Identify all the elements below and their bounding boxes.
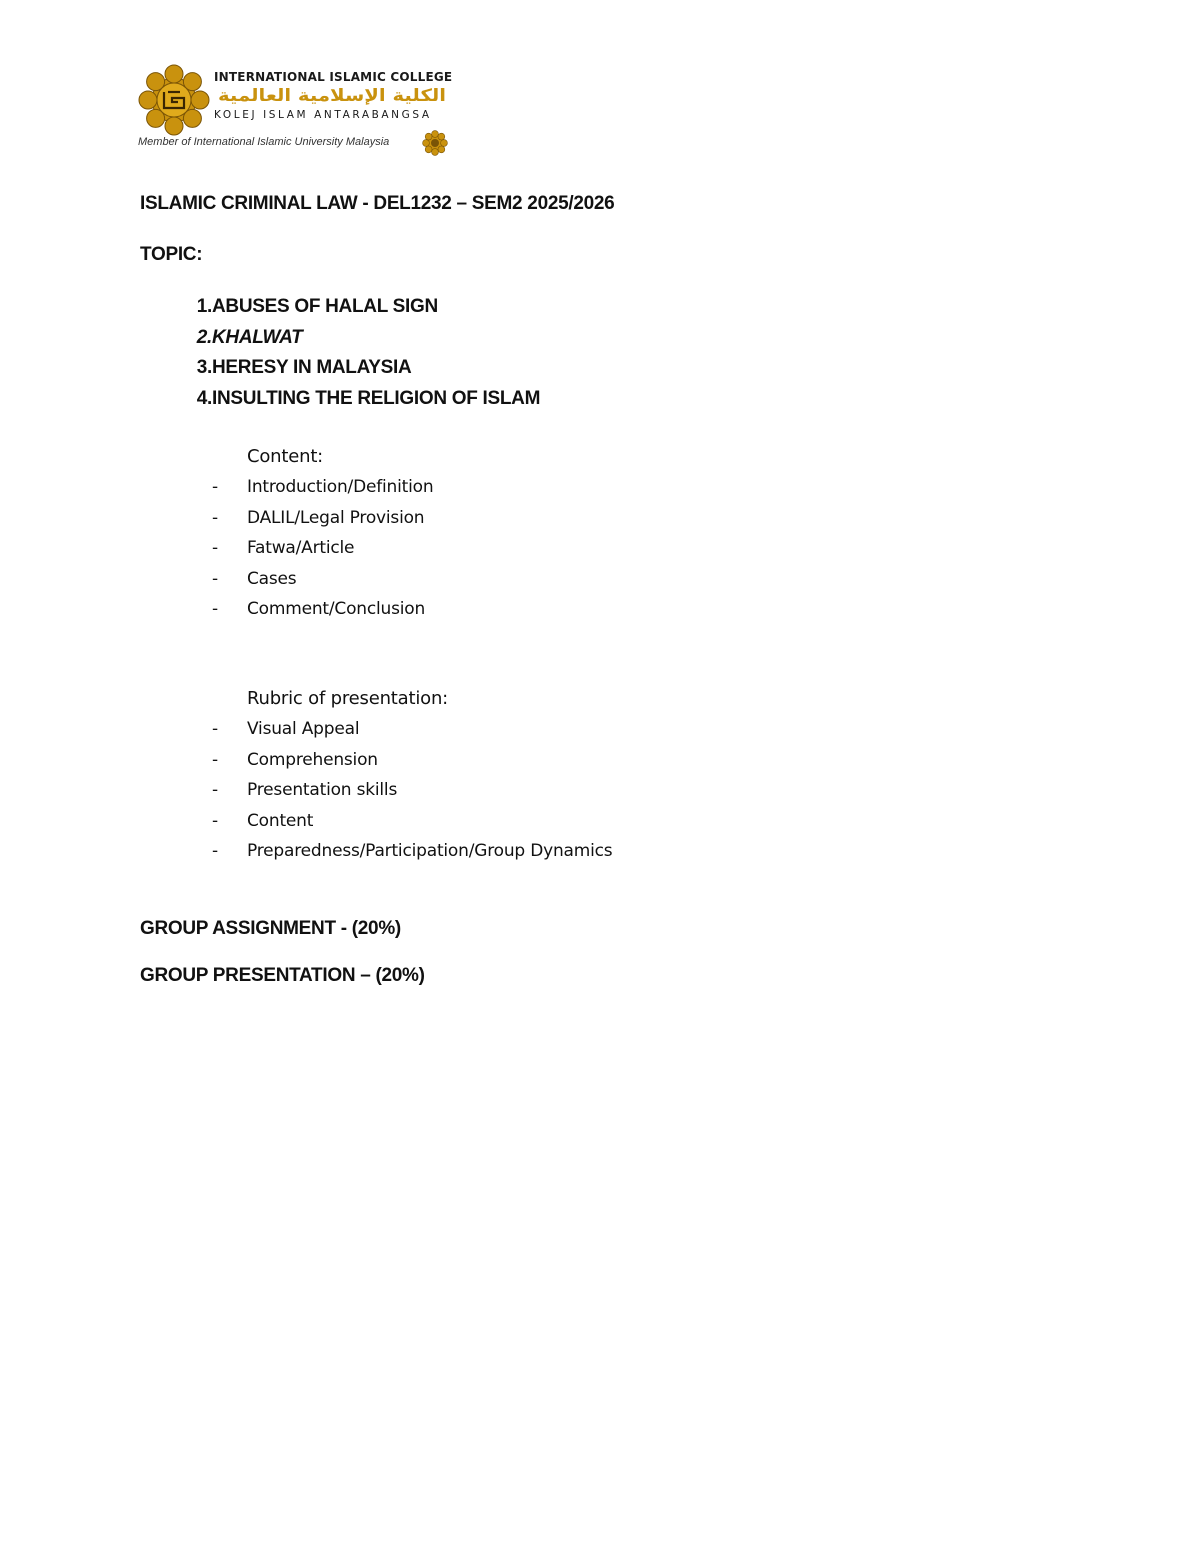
dash-bullet: - bbox=[212, 568, 218, 589]
logo-member-line: Member of International Islamic University Malaysia bbox=[138, 136, 390, 148]
dash-bullet: - bbox=[212, 841, 218, 862]
list-item bbox=[140, 564, 433, 595]
dash-bullet: - bbox=[212, 719, 218, 740]
dash-bullet: - bbox=[212, 780, 218, 801]
topic-item bbox=[140, 323, 540, 354]
topic-number: 4. bbox=[196, 387, 212, 409]
topic-text: ABUSES OF HALAL SIGN bbox=[212, 296, 438, 318]
list-item-text: Presentation skills bbox=[247, 780, 398, 801]
list-item-text: Comment/Conclusion bbox=[247, 599, 426, 620]
topic-item bbox=[140, 353, 540, 384]
dash-bullet: - bbox=[212, 538, 218, 559]
list-item bbox=[140, 745, 612, 776]
list-item bbox=[140, 836, 612, 867]
list-item-text: Comprehension bbox=[247, 749, 378, 770]
topic-number: 3. bbox=[196, 357, 212, 379]
list-item bbox=[140, 594, 433, 625]
list-item-text: Visual Appeal bbox=[247, 719, 360, 740]
topic-item bbox=[140, 384, 540, 415]
topic-text: KHALWAT bbox=[212, 326, 303, 348]
dash-bullet: - bbox=[212, 810, 218, 831]
list-item bbox=[140, 775, 612, 806]
dash-bullet: - bbox=[212, 749, 218, 770]
dash-bullet: - bbox=[212, 599, 218, 620]
rubric-list bbox=[140, 714, 612, 867]
university-emblem-icon bbox=[422, 130, 448, 156]
topic-item bbox=[140, 292, 540, 323]
list-item-text: DALIL/Legal Provision bbox=[247, 507, 425, 528]
logo-name-english: INTERNATIONAL ISLAMIC COLLEGE bbox=[214, 70, 453, 84]
logo-name-arabic bbox=[214, 84, 448, 106]
content-list bbox=[140, 472, 433, 625]
logo-name-malay: KOLEJ ISLAM ANTARABANGSA bbox=[214, 109, 432, 121]
topic-list bbox=[140, 292, 540, 414]
course-title: ISLAMIC CRIMINAL LAW - DEL1232 – SEM2 2025/2026 bbox=[140, 193, 615, 214]
list-item bbox=[140, 714, 612, 745]
college-logo bbox=[136, 62, 456, 160]
topic-text: INSULTING THE RELIGION OF ISLAM bbox=[212, 387, 541, 409]
list-item-text: Introduction/Definition bbox=[247, 477, 434, 498]
group-presentation-weight: GROUP PRESENTATION – (20%) bbox=[140, 965, 425, 986]
topic-text: HERESY IN MALAYSIA bbox=[212, 357, 412, 379]
topic-number: 1. bbox=[196, 296, 212, 318]
svg-text:الكلية الإسلامية العالمية: الكلية الإسلامية العالمية bbox=[218, 86, 446, 106]
dash-bullet: - bbox=[212, 507, 218, 528]
rubric-label: Rubric of presentation: bbox=[247, 688, 449, 709]
college-emblem-icon bbox=[136, 62, 212, 138]
content-label: Content: bbox=[247, 446, 324, 467]
list-item-text: Content bbox=[247, 810, 314, 831]
list-item bbox=[140, 503, 433, 534]
list-item bbox=[140, 806, 612, 837]
topic-number: 2. bbox=[196, 326, 212, 348]
list-item-text: Preparedness/Participation/Group Dynamics bbox=[247, 841, 613, 862]
topic-label: TOPIC: bbox=[140, 244, 203, 265]
list-item-text: Fatwa/Article bbox=[247, 538, 355, 559]
list-item-text: Cases bbox=[247, 568, 297, 589]
group-assignment-weight: GROUP ASSIGNMENT - (20%) bbox=[140, 918, 401, 939]
list-item bbox=[140, 472, 433, 503]
dash-bullet: - bbox=[212, 477, 218, 498]
list-item bbox=[140, 533, 433, 564]
